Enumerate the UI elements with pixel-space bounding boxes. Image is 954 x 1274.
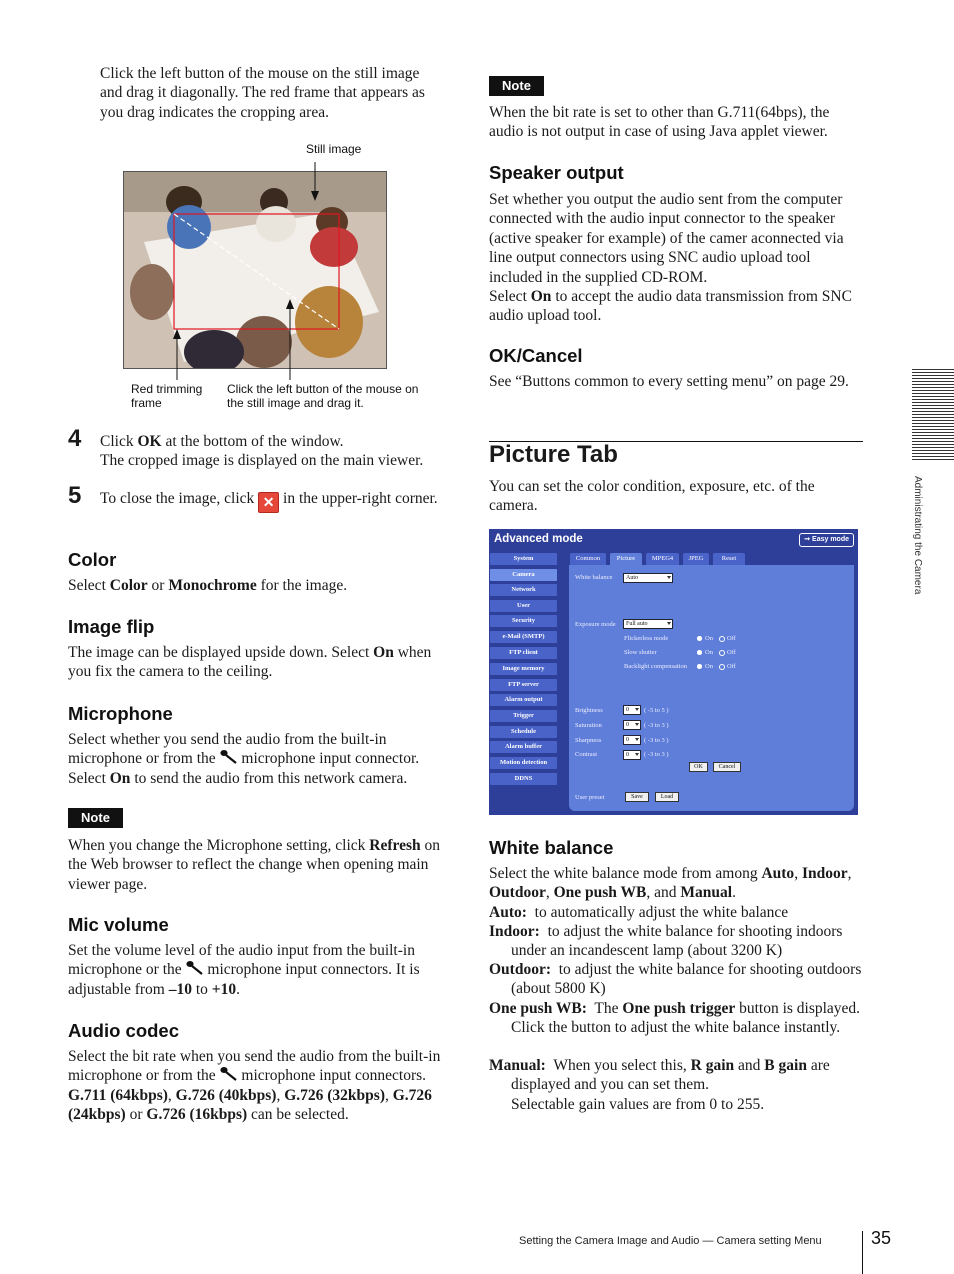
slow-shutter-on-radio[interactable]: [697, 650, 702, 655]
audio-codec-text: Select the bit rate when you send the audio from the built-in microphone or from the microphone input connectors. G.711 (64kbps), G.726 (40kbps), G.726 (32kbps), G.726 (24kbps) or G.726 (16kbps) can be selected.: [68, 1048, 441, 1124]
exposure-mode-select[interactable]: Full auto: [623, 619, 673, 629]
chapter-tab-label: Administrating the Camera: [912, 476, 923, 595]
wb-manual-item: Manual: When you select this, R gain and B gain are displayed and you can set them. Selectable gain values are from 0 to 255.: [489, 1057, 830, 1113]
mic-volume-text: Set the volume level of the audio input from the built-in microphone or the microphone input connectors. It is adjustable from –10 to +10.: [68, 942, 420, 998]
wb-auto-item: Auto: to automatically adjust the white balance: [489, 904, 789, 921]
on-label: On: [705, 663, 713, 670]
nav-item-trigger[interactable]: Trigger: [490, 710, 557, 722]
wb-outdoor-item: Outdoor: to adjust the white balance for shooting outdoors (about 5800 K): [489, 961, 862, 998]
color-text: Select Color or Monochrome for the image.: [68, 577, 348, 594]
backlight-label: Backlight compensation: [624, 663, 688, 670]
microphone-text: Select whether you send the audio from the built-in microphone or from the microphone input connector. Select On to send the audio from this network camera.: [68, 731, 420, 787]
flickerless-off-radio[interactable]: [719, 636, 725, 642]
brightness-select[interactable]: 0: [623, 705, 641, 715]
close-icon: ✕: [258, 492, 279, 513]
nav-item-motion-detection[interactable]: Motion detection: [490, 757, 557, 769]
nav-item-security[interactable]: Security: [490, 615, 557, 627]
contrast-select[interactable]: 0: [623, 750, 641, 760]
tab-mpeg4[interactable]: MPEG4: [646, 553, 679, 565]
white-balance-label: White balance: [575, 574, 613, 581]
step-5-number: 5: [68, 482, 82, 509]
slow-shutter-off-radio[interactable]: [719, 650, 725, 656]
red-frame-caption: Red trimming frame: [131, 382, 203, 410]
flickerless-label: Flickerless mode: [624, 635, 669, 642]
microphone-icon: [186, 960, 204, 976]
image-flip-text: The image can be displayed upside down. Select On when you fix the camera to the ceiling.: [68, 644, 432, 681]
image-flip-heading: Image flip: [68, 616, 155, 637]
drag-caption: Click the left button of the mouse on the still image and drag it.: [227, 382, 419, 410]
white-balance-heading: White balance: [489, 837, 614, 858]
saturation-select[interactable]: 0: [623, 720, 641, 730]
microphone-icon: [220, 749, 238, 765]
slow-shutter-label: Slow shutter: [624, 649, 657, 656]
footer-divider: [862, 1231, 863, 1274]
nav-item-alarm-buffer[interactable]: Alarm buffer: [490, 741, 557, 753]
tab-picture[interactable]: Picture: [610, 553, 642, 565]
ui-title: Advanced mode: [494, 533, 583, 545]
nav-item-email[interactable]: e-Mail (SMTP): [490, 631, 557, 643]
brightness-range: ( -5 to 5 ): [644, 707, 669, 714]
nav-item-system[interactable]: System: [490, 553, 557, 565]
contrast-range: ( -3 to 3 ): [644, 751, 669, 758]
speaker-output-heading: Speaker output: [489, 162, 624, 183]
arrow-right-icon: ➞: [804, 536, 813, 543]
wb-onepush-item: One push WB: The One push trigger button is displayed. Click the button to adjust the white balance instantly.: [489, 1000, 861, 1037]
mic-volume-heading: Mic volume: [68, 914, 169, 935]
sharpness-range: ( -3 to 3 ): [644, 737, 669, 744]
tab-reset[interactable]: Reset: [713, 553, 745, 565]
off-label: Off: [727, 663, 736, 670]
ok-cancel-text: See “Buttons common to every setting menu” on page 29.: [489, 373, 849, 390]
step-4-text: Click OK at the bottom of the window. The cropped image is displayed on the main viewer.: [100, 433, 424, 470]
cancel-button[interactable]: Cancel: [713, 762, 741, 772]
note-text: When you change the Microphone setting, click Refresh on the Web browser to reflect the change when opening main viewer page.: [68, 837, 441, 893]
note-badge: Note: [68, 808, 123, 828]
on-label: On: [705, 635, 713, 642]
nav-item-ftp-server[interactable]: FTP server: [490, 679, 557, 691]
step-4-number: 4: [68, 425, 82, 452]
nav-item-alarm-output[interactable]: Alarm output: [490, 694, 557, 706]
note-text: When the bit rate is set to other than G.711(64bps), the audio is not output in case of using Java applet viewer.: [489, 104, 830, 141]
color-heading: Color: [68, 549, 117, 570]
nav-item-image-memory[interactable]: Image memory: [490, 663, 557, 675]
sharpness-select[interactable]: 0: [623, 735, 641, 745]
page-number: 35: [871, 1228, 892, 1248]
microphone-icon: [220, 1066, 238, 1082]
user-preset-label: User preset: [575, 794, 605, 801]
backlight-off-radio[interactable]: [719, 664, 725, 670]
nav-item-network[interactable]: Network: [490, 584, 557, 596]
save-button[interactable]: Save: [625, 792, 649, 802]
saturation-label: Saturation: [575, 722, 602, 729]
speaker-output-text: Set whether you output the audio sent from the computer connected with the audio input connector to the speaker (active speaker for example) of the camer aconnected via line output connectors using SNC audio upload tool included in the supplied CD-ROM. Select On to accept the audio data transmission from SNC audio upload tool.: [489, 191, 852, 325]
settings-panel: [569, 565, 854, 811]
running-footer: Setting the Camera Image and Audio — Camera setting Menu: [519, 1235, 822, 1247]
nav-item-ddns[interactable]: DDNS: [490, 773, 557, 785]
wb-indoor-item: Indoor: to adjust the white balance for shooting indoors under an incandescent lamp (about 3200 K): [489, 923, 843, 960]
picture-tab-text: You can set the color condition, exposure, etc. of the camera.: [489, 478, 815, 515]
backlight-on-radio[interactable]: [697, 664, 702, 669]
load-button[interactable]: Load: [655, 792, 679, 802]
figure-leader-lines: [120, 155, 400, 395]
tab-jpeg[interactable]: JPEG: [683, 553, 709, 565]
saturation-range: ( -3 to 3 ): [644, 722, 669, 729]
microphone-heading: Microphone: [68, 703, 173, 724]
picture-tab-heading: Picture Tab: [489, 441, 618, 468]
ok-button[interactable]: OK: [689, 762, 708, 772]
nav-item-user[interactable]: User: [490, 600, 557, 612]
exposure-mode-label: Exposure mode: [575, 621, 616, 628]
nav-item-camera[interactable]: Camera: [490, 569, 557, 581]
sharpness-label: Sharpness: [575, 737, 602, 744]
chapter-tab-stripes: [912, 369, 954, 461]
white-balance-intro: Select the white balance mode from among Auto, Indoor, Outdoor, One push WB, and Manual.: [489, 865, 852, 902]
off-label: Off: [727, 635, 736, 642]
off-label: Off: [727, 649, 736, 656]
brightness-label: Brightness: [575, 707, 603, 714]
step-5-text: To close the image, click ✕ in the upper-right corner.: [100, 489, 445, 513]
tab-common[interactable]: Common: [570, 553, 606, 565]
flickerless-on-radio[interactable]: [697, 636, 702, 641]
still-image-caption: Still image: [306, 142, 362, 156]
picture-tab-screenshot: [489, 529, 858, 815]
nav-item-ftp-client[interactable]: FTP client: [490, 647, 557, 659]
audio-codec-heading: Audio codec: [68, 1020, 180, 1041]
nav-item-schedule[interactable]: Schedule: [490, 726, 557, 738]
easy-mode-button[interactable]: ➞ Easy mode: [799, 533, 854, 547]
note-badge: Note: [489, 76, 544, 96]
contrast-label: Contrast: [575, 751, 598, 758]
ok-cancel-heading: OK/Cancel: [489, 345, 583, 366]
crop-instructions: Click the left button of the mouse on the still image and drag it diagonally. The red frame that appears as you drag indicates the cropping area.: [100, 65, 425, 121]
on-label: On: [705, 649, 713, 656]
white-balance-select[interactable]: Auto: [623, 573, 673, 583]
